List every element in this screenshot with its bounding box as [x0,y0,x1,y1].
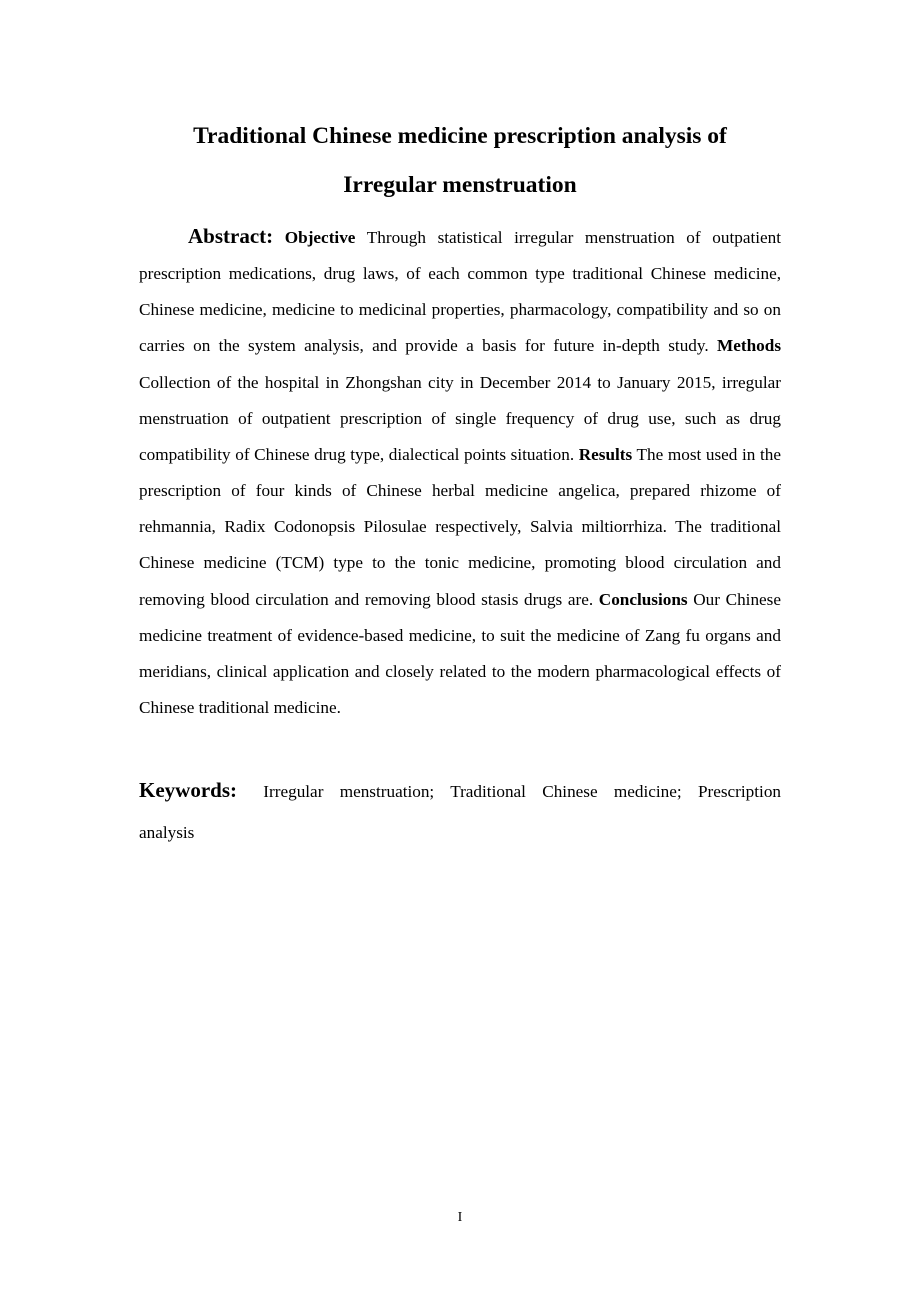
objective-text: Through statistical irregular menstruation of outpatient prescription medications, drug laws, of each common type traditional Chinese medicine, Chinese medicine, medicine to medicinal properties, pharmacology, compatibility and so on carries on the system analysis, and provide a basis for future in-depth study. [139,228,781,356]
objective-heading: Objective [284,228,356,247]
keywords-label: Keywords: [139,778,237,802]
page-number: I [457,1210,463,1225]
keywords-paragraph [139,770,781,853]
keywords-text: Irregular menstruation; Traditional Chinese medicine; Prescription analysis [139,782,782,842]
methods-text: Collection of the hospital in Zhongshan city in December 2014 to January 2015, irregular menstruation of outpatient prescription of single frequency of drug use, such as drug compatibility of Chinese drug type, dialectical points situation. [139,372,781,464]
results-heading: Results [578,444,633,464]
conclusions-text: Our Chinese medicine treatment of evidence-based medicine, to suit the medicine of Zang fu organs and meridians, clinical application and closely related to the modern pharmacological effects of Chinese traditional medicine. [139,589,782,718]
paper-title-line-1: Traditional Chinese medicine prescription analysis of [193,123,727,149]
paper-title-line-2: Irregular menstruation [343,172,577,198]
conclusions-heading: Conclusions [598,589,688,609]
abstract-label: Abstract: [188,224,274,248]
methods-heading: Methods [717,336,782,356]
results-text: The most used in the prescription of four kinds of Chinese herbal medicine angelica, prepared rhizome of rehmannia, Radix Codonopsis Pilosulae respectively, Salvia miltiorrhiza. The traditional Chinese medicine (TCM) type to the tonic medicine, promoting blood circulation and removing blood circulation and removing blood stasis drugs are. [139,444,781,609]
abstract-paragraph [139,218,781,726]
